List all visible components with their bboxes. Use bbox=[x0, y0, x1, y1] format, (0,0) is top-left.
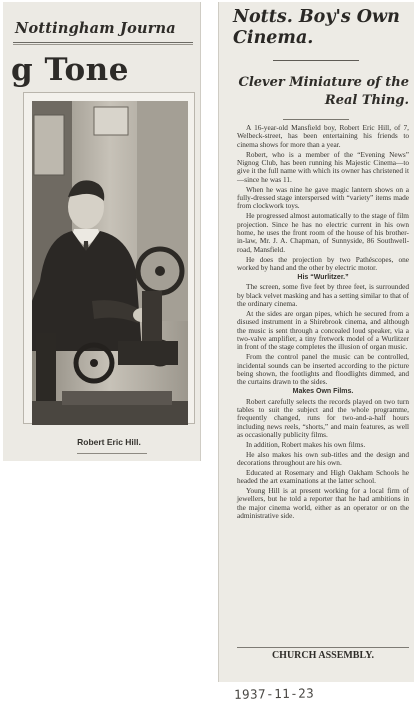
article-body bbox=[237, 124, 409, 522]
photo-caption: Robert Eric Hill. bbox=[77, 437, 141, 447]
article-subtitle: Clever Miniature of the Real Thing. bbox=[238, 75, 409, 108]
subtitle-rule bbox=[283, 119, 349, 120]
paragraph: He does the projection by two Pathéscopes, one worked by hand and the other by electric motor. bbox=[237, 254, 409, 272]
handwritten-date: 1937-11-23 bbox=[233, 685, 315, 702]
paragraph: He progressed almost automatically to the stage of film projection. Since he has no electric current in his own home, he uses the front room of the house of his brother-in-law, Mr. J. A. Chapman, of Sunnyside, 86 Southwell-road, Mansfield. bbox=[237, 211, 409, 254]
masthead-rule bbox=[13, 42, 193, 45]
paragraph: Young Hill is at present working for a local firm of jewellers, but he told a reporter that he had ambitions in the major cinema world, either as an operator or on the administrative side. bbox=[237, 485, 409, 521]
section-rule bbox=[237, 647, 409, 648]
newspaper-masthead: Nottingham Journa bbox=[15, 20, 176, 37]
paragraph: At the sides are organ pipes, which he secured from a disused instrument in a Shirebrook cinema, and although the music is sent through a concealed loud speaker, via a two-valve amplifier, a tiny fretwork model of a Wurlitzer in front of the stage completes the illusion of organ music. bbox=[237, 308, 409, 352]
subheading: His “Wurlitzer.” bbox=[297, 273, 349, 281]
paragraph: Robert carefully selects the records played on two turn tables to suit the subject and the whole programme, frequently changed, runs for two-and-a-half hours including news reels, “shorts,” and main features, as well as occasionally publicity films. bbox=[237, 396, 409, 440]
paragraph: Robert, who is a member of the “Evening News” Nignog Club, has been running his Majestic Cinema—to give it the full name with which its owner has christened it—since he was 11. bbox=[237, 149, 409, 184]
boy-with-projector-photo bbox=[32, 101, 188, 425]
paragraph: When he was nine he gave magic lantern shows on a fully-dressed stage interspersed with “variety” items made from clockwork toys. bbox=[237, 184, 409, 211]
article-clipping bbox=[218, 2, 414, 682]
paragraph: From the control panel the music can be controlled, incidental sounds can be inserted according to the picture being shown, the footlights and floodlights dimmed, and the curtains drawn to the sides. bbox=[237, 352, 409, 387]
photo-clipping bbox=[3, 2, 201, 461]
headline-fragment: g Tone bbox=[11, 52, 129, 88]
next-article-heading: CHURCH ASSEMBLY. bbox=[271, 650, 375, 661]
article-title: Notts. Boy's Own Cinema. bbox=[233, 7, 400, 48]
paragraph: A 16-year-old Mansfield boy, Robert Eric Hill, of 7, Welbeck-street, has been entertaining his friends to cinema shows for more than a year. bbox=[237, 123, 409, 149]
title-rule bbox=[273, 60, 359, 61]
photo-frame bbox=[23, 92, 195, 424]
paragraph: The screen, some five feet by three feet, is surrounded by black velvet masking and has a setting similar to that of the ordinary cinema. bbox=[237, 282, 409, 308]
paragraph: In addition, Robert makes his own films. bbox=[246, 440, 366, 449]
caption-rule bbox=[77, 453, 147, 454]
paragraph: He also makes his own sub-titles and the design and decorations throughout are his own. bbox=[237, 449, 409, 468]
paragraph: Educated at Rosemary and High Oakham Schools he headed the art examinations at the latter school. bbox=[237, 467, 409, 486]
subheading: Makes Own Films. bbox=[292, 388, 354, 396]
